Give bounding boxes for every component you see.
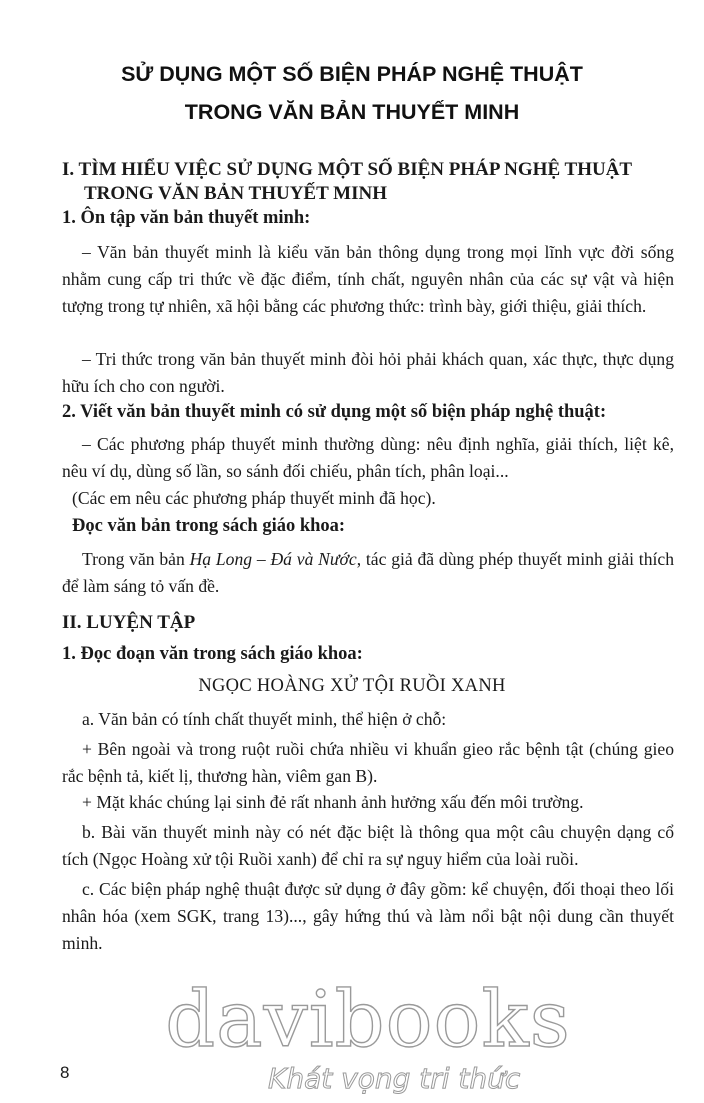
page-title-line1: SỬ DỤNG MỘT SỐ BIỆN PHÁP NGHỆ THUẬT — [121, 62, 583, 86]
item-plus2: + Mặt khác chúng lại sinh đẻ rất nhanh ảnh hưởng xấu đến môi trường. — [82, 792, 584, 812]
section2-sub1: 1. Đọc đoạn văn trong sách giáo khoa: — [62, 644, 363, 664]
page-number: 8 — [60, 1063, 70, 1082]
paragraph-5-after: , tác giả đã dùng phép thuyết minh giải thích để làm sáng tỏ vấn đề. — [62, 549, 674, 596]
section1-heading-line1: I. TÌM HIỂU VIỆC SỬ DỤNG MỘT SỐ BIỆN PHÁP NGHỆ THUẬT — [62, 159, 633, 180]
item-a: a. Văn bản có tính chất thuyết minh, thể hiện ở chỗ: — [82, 709, 447, 729]
story-title: NGỌC HOÀNG XỬ TỘI RUỒI XANH — [198, 676, 506, 696]
work-title: Hạ Long – Đá và Nước — [189, 549, 357, 569]
item-plus1: + Bên ngoài và trong ruột ruồi chứa nhiều vi khuẩn gieo rắc bệnh tật (chúng gieo rắc bệnh tả, kiết lị, thương hàn, viêm gan B). — [62, 739, 674, 786]
paragraph-3: – Các phương pháp thuyết minh thường dùng: nêu định nghĩa, giải thích, liệt kê, nêu ví dụ, dùng số lần, so sánh đối chiếu, phân tích, phân loại... — [62, 434, 674, 481]
paragraph-5 — [62, 546, 674, 600]
page-title-line2: TRONG VĂN BẢN THUYẾT MINH — [184, 100, 520, 124]
paragraph-4: (Các em nêu các phương pháp thuyết minh đã học). — [72, 488, 436, 508]
watermark-slogan: Khát vọng tri thức — [268, 1062, 521, 1095]
section1-heading — [62, 158, 682, 206]
section1-sub3: Đọc văn bản trong sách giáo khoa: — [72, 516, 346, 536]
paragraph-5-before: Trong văn bản — [82, 549, 190, 569]
watermark-logo: davibooks — [165, 975, 571, 1065]
section1-sub1: 1. Ôn tập văn bản thuyết minh: — [62, 208, 311, 228]
paragraph-2: – Tri thức trong văn bản thuyết minh đòi hỏi phải khách quan, xác thực, thực dụng hữu ích cho con người. — [62, 349, 674, 396]
item-b: b. Bài văn thuyết minh này có nét đặc biệt là thông qua một câu chuyện dạng cổ tích (Ngọc Hoàng xử tội Ruồi xanh) để chỉ ra sự nguy hiểm của loài ruồi. — [62, 822, 674, 869]
section1-sub2: 2. Viết văn bản thuyết minh có sử dụng một số biện pháp nghệ thuật: — [62, 402, 607, 422]
paragraph-1: – Văn bản thuyết minh là kiểu văn bản thông dụng trong mọi lĩnh vực đời sống nhằm cung cấp tri thức về đặc điểm, tính chất, nguyên nhân của các sự vật và hiện tượng trong tự nhiên, xã hội bằng các phương thức: trình bày, giới thiệu, giải thích. — [62, 242, 674, 316]
section2-heading: II. LUYỆN TẬP — [62, 612, 196, 633]
section1-heading-line2: TRONG VĂN BẢN THUYẾT MINH — [84, 183, 387, 204]
item-c: c. Các biện pháp nghệ thuật được sử dụng ở đây gồm: kể chuyện, đối thoại theo lối nhân hóa (xem SGK, trang 13)..., gây hứng thú và làm nổi bật nội dung cần thuyết minh. — [62, 879, 674, 953]
